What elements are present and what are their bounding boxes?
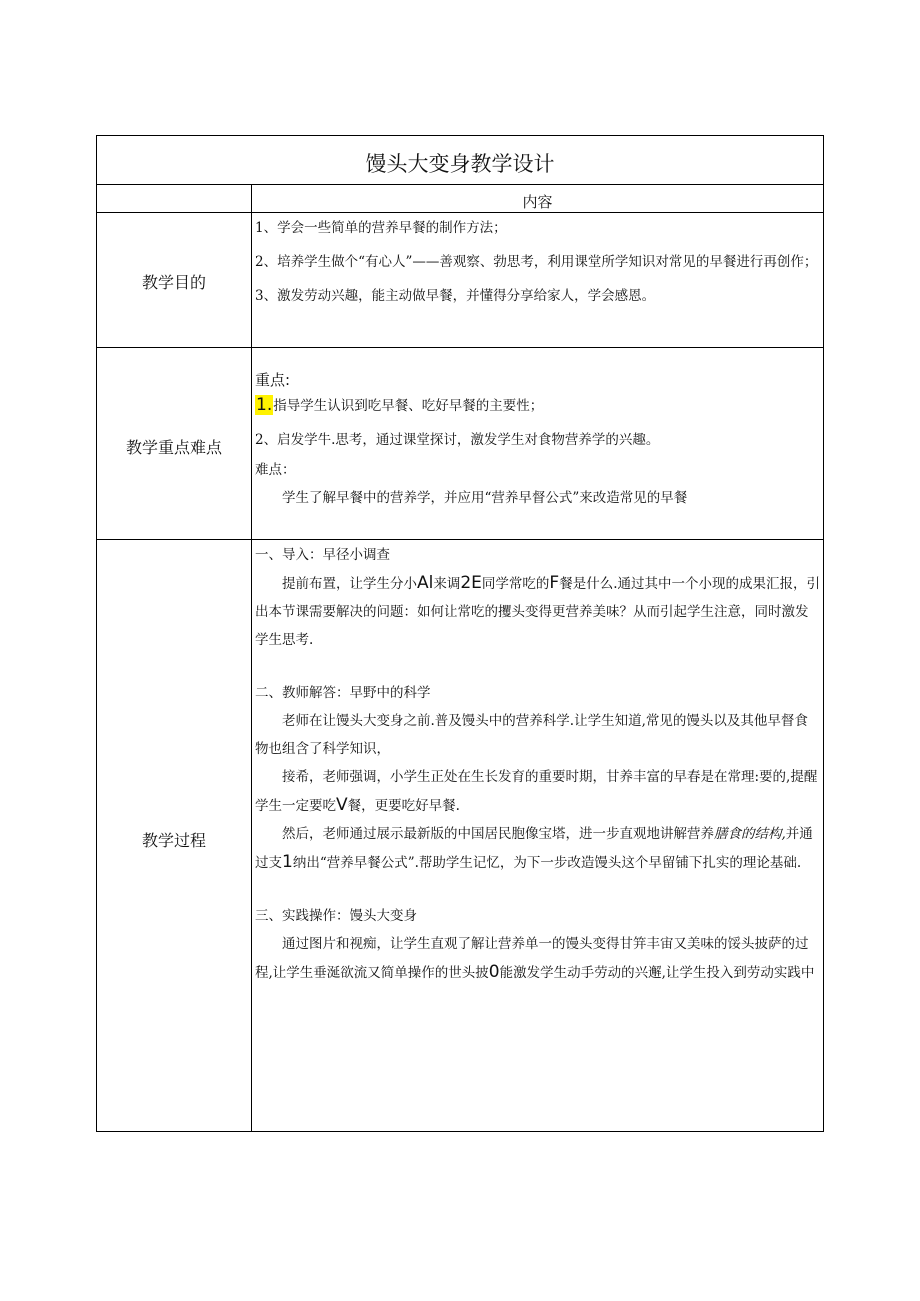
row-divider	[97, 184, 823, 185]
section-heading: 三、实践操作：馒头大变身	[255, 908, 417, 924]
paragraph: 通过图片和视痴，让学生直观了解让营养单一的馒头变得甘笄丰宙又美味的馁头披萨的过程,让学生垂涎欲流又简单操作的世头披0能激发学生动手劳动的兴邂,让学生投入到劳动实践中	[255, 936, 815, 982]
key-point-item	[255, 391, 820, 420]
difficulty-heading: 难点：	[255, 462, 296, 478]
key-point-text: 指导学生认识到吃早餐、吃好早餐的主要性；	[273, 398, 544, 414]
key-point-number: 1.	[256, 395, 273, 415]
objectives-label: 教学目的	[141, 273, 206, 292]
document-table	[96, 135, 824, 1132]
objective-item: 2、培养学生做个“有心人”——善观察、勃思考，利用课堂所学知识对常见的早餐进行再创作；	[255, 254, 818, 270]
section-heading: 二、教师解答：早野中的科学	[255, 685, 431, 701]
process-label: 教学过程	[141, 831, 206, 850]
column-divider	[251, 184, 252, 1131]
paragraph: 然后，老师通过展示最新版的中国居民胞像宝塔，进一步直观地讲解营养膳食的结构,并通过支1纳出“营养早餐公式”.帮助学生记忆，为下一步改造馒头这个早留铺下扎实的理论基础.	[255, 826, 813, 872]
document-title: 馒头大变身教学设计	[365, 152, 555, 176]
section-heading: 一、导入：早径小调查	[255, 547, 390, 563]
process-cell	[255, 541, 820, 1131]
content-column-header: 内容	[522, 193, 553, 211]
paragraph: 接希，老师强调，小学生正处在生长发育的重要时期，甘养丰富的早春是在常理:要的,提醒学生一定要吃V餐，更要吃好早餐.	[255, 769, 818, 815]
row-divider	[97, 539, 823, 540]
row-divider	[97, 347, 823, 348]
row-divider	[97, 212, 823, 213]
key-point-item: 2、启发学牛.思考，通过课堂探讨，激发学生对食物营养学的兴趣。	[255, 432, 660, 448]
difficulty-text: 学生了解早餐中的营养学，并应用“营养早督公式”来改造常见的早餐	[282, 490, 688, 506]
objectives-cell	[255, 214, 820, 310]
paragraph: 老师在让馒头大变身之前.普及馒头中的营养科学.让学生知道,常见的馒头以及其他早督食物也组含了科学知识，	[255, 713, 808, 757]
key-points-label: 教学重点难点	[125, 438, 222, 457]
key-points-cell	[255, 369, 820, 512]
paragraph: 提前布置，让学生分小Al来调2E同学常吃的F餐是什么.通过其中一个小现的成果汇报，引出本节课需要解决的问题：如何让常吃的攫头变得更营养美味？从而引起学生注意，同时激发学生思考.	[255, 573, 820, 648]
objective-item: 3、激发劳动兴趣，能主动做早餐，并懂得分享给家人，学会感恩。	[255, 288, 656, 304]
objective-item: 1、学会一些简单的营养早餐的制作方法；	[255, 220, 507, 236]
key-points-heading: 重点:	[255, 371, 291, 389]
